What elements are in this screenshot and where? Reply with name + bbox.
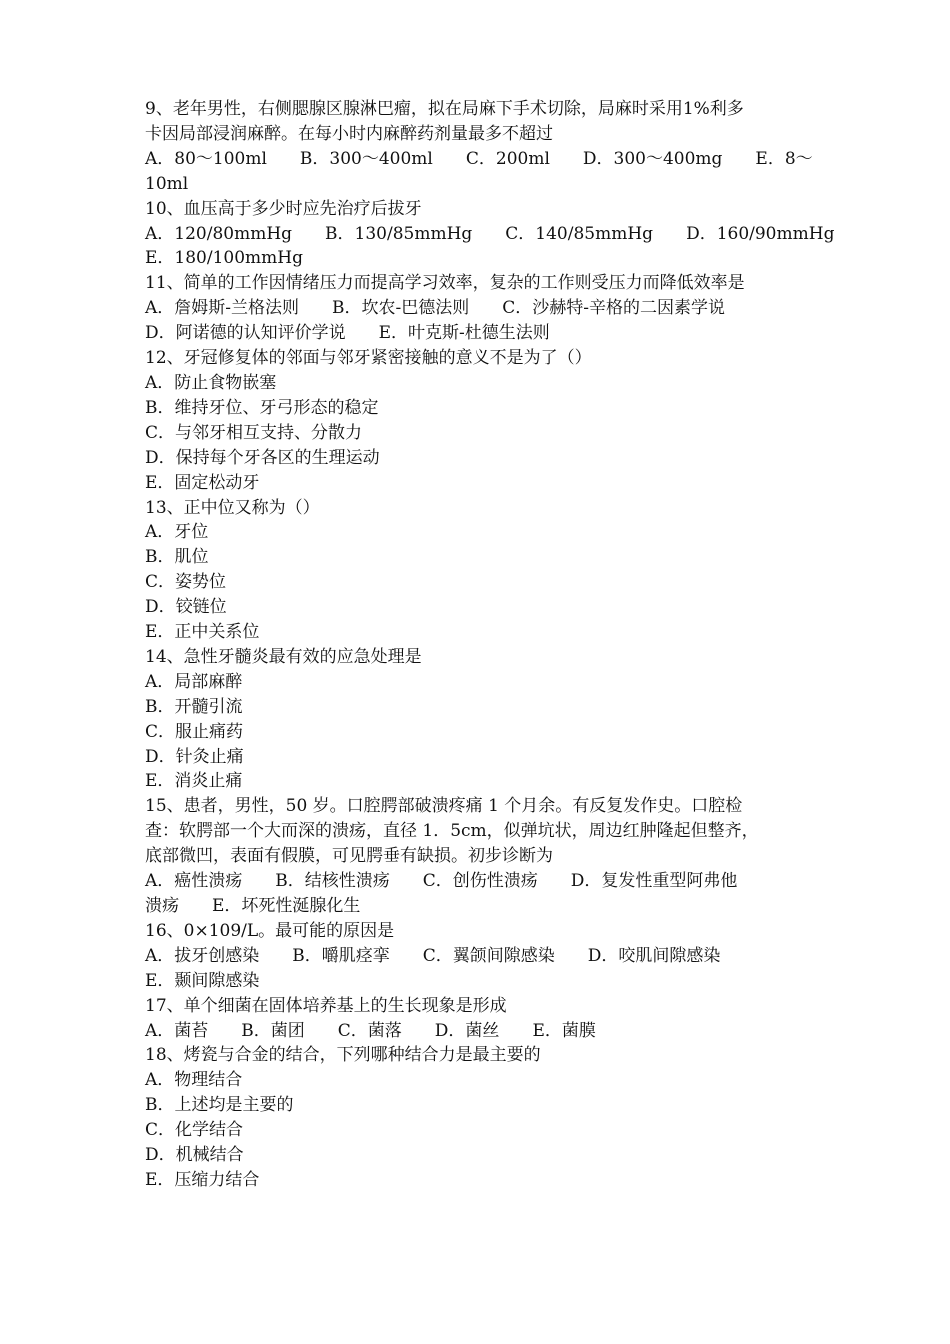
option-line (145, 570, 810, 595)
answer-option: B．130/85mmHg (325, 223, 473, 244)
question-stem-line: 15、患者，男性，50 岁。口腔腭部破溃疼痛 1 个月余。有反复发作史。口腔检 (145, 796, 743, 817)
option-line (145, 745, 810, 770)
answer-option: D．咬肌间隙感染 (587, 945, 721, 966)
answer-option: E．180/100mmHg (145, 248, 303, 269)
answer-option: C．服止痛药 (145, 721, 244, 742)
answer-option: D．160/90mmHg (686, 223, 835, 244)
option-line (145, 371, 810, 396)
question-block (145, 645, 810, 794)
answer-option: E．固定松动牙 (145, 472, 260, 493)
question-block (145, 496, 810, 645)
question-block (145, 794, 810, 919)
answer-option: D．阿诺德的认知评价学说 (145, 323, 346, 344)
answer-option: D．铰链位 (145, 597, 227, 618)
option-line (145, 246, 810, 271)
option-line (145, 1118, 810, 1143)
option-line (145, 969, 810, 994)
option-line (145, 695, 810, 720)
answer-option: E．压缩力结合 (145, 1169, 260, 1190)
answer-option: B．肌位 (145, 547, 209, 568)
option-line (145, 471, 810, 496)
answer-option: A．拔牙创感染 (145, 945, 260, 966)
answer-option: D．菌丝 (434, 1020, 500, 1041)
answer-option: D．复发性重型阿弗他 (570, 871, 738, 892)
question-stem-line: 10、血压高于多少时应先治疗后拔牙 (145, 198, 422, 219)
answer-option: A．局部麻醉 (145, 671, 243, 692)
option-line (145, 446, 810, 471)
option-line (145, 396, 810, 421)
answer-option: C．沙赫特-辛格的二因素学说 (502, 298, 726, 319)
answer-option: A．菌苔 (145, 1020, 209, 1041)
answer-option: E．叶克斯-杜德生法则 (378, 323, 550, 344)
question-stem-line: 16、0×109/L。最可能的原因是 (145, 920, 395, 941)
answer-option: C．140/85mmHg (505, 223, 654, 244)
document-page (145, 97, 835, 1193)
question-stem-line: 17、单个细菌在固体培养基上的生长现象是形成 (145, 995, 507, 1016)
question-stem-line: 底部微凹，表面有假膜，可见腭垂有缺损。初步诊断为 (145, 846, 553, 867)
answer-option: B．菌团 (241, 1020, 305, 1041)
question-stem-line: 9、老年男性，右侧腮腺区腺淋巴瘤，拟在局麻下手术切除，局麻时采用1%利多 (145, 99, 744, 119)
option-line (145, 545, 810, 570)
option-line (145, 520, 810, 545)
option-line (145, 222, 835, 247)
option-line (145, 1093, 810, 1118)
option-line (145, 620, 810, 645)
option-line (145, 720, 810, 745)
question-block (145, 919, 810, 994)
question-block (145, 346, 810, 495)
answer-option: C．姿势位 (145, 572, 227, 593)
option-line (145, 321, 810, 346)
answer-option: B．开髓引流 (145, 696, 243, 717)
answer-option: C．创伤性溃疡 (422, 871, 538, 892)
option-line (145, 296, 810, 321)
answer-option: C．翼颌间隙感染 (422, 945, 555, 966)
answer-option: B．结核性溃疡 (275, 871, 390, 892)
answer-option: A．牙位 (145, 522, 209, 543)
question-block (145, 271, 810, 346)
option-line (145, 172, 810, 197)
option-line (145, 1019, 810, 1044)
option-line (145, 421, 810, 446)
answer-option: E．颞间隙感染 (145, 970, 260, 991)
answer-option: C．化学结合 (145, 1120, 244, 1141)
answer-option: E．坏死性涎腺化生 (212, 896, 361, 916)
question-stem-line: 18、烤瓷与合金的结合，下列哪种结合力是最主要的 (145, 1045, 541, 1066)
answer-option: E．菌膜 (532, 1020, 596, 1041)
question-block (145, 994, 810, 1044)
question-stem-line: 12、牙冠修复体的邻面与邻牙紧密接触的意义不是为了（） (145, 348, 592, 369)
answer-option: E．8～ (755, 148, 813, 169)
option-line (145, 1068, 810, 1093)
answer-option: A．物理结合 (145, 1070, 243, 1091)
option-line (145, 944, 810, 969)
option-line (145, 147, 813, 172)
answer-option: B．上述均是主要的 (145, 1095, 294, 1116)
question-stem-line: 11、简单的工作因情绪压力而提高学习效率，复杂的工作则受压力而降低效率是 (145, 273, 745, 294)
option-line (145, 1143, 810, 1168)
answer-option: 溃疡 (145, 896, 179, 916)
answer-option: A．120/80mmHg (145, 223, 293, 244)
option-line (145, 670, 810, 695)
answer-option: A．防止食物嵌塞 (145, 372, 277, 393)
option-line (145, 894, 810, 919)
answer-option: E．消炎止痛 (145, 771, 243, 792)
answer-option: D．300～400mg (582, 148, 723, 169)
question-stem-line: 卡因局部浸润麻醉。在每小时内麻醉药剂量最多不超过 (145, 123, 553, 144)
answer-option: A．詹姆斯-兰格法则 (145, 298, 300, 319)
option-line (145, 1168, 810, 1193)
answer-option: A．癌性溃疡 (145, 871, 243, 892)
answer-option: B．坎农-巴德法则 (332, 298, 470, 319)
question-block (145, 1043, 810, 1192)
answer-option: B．300～400ml (299, 148, 433, 169)
question-block (145, 97, 813, 197)
question-stem-line: 查：软腭部一个大而深的溃疡，直径 1．5cm，似弹坑状，周边红肿隆起但整齐， (145, 821, 759, 842)
question-stem-line: 13、正中位又称为（） (145, 497, 320, 518)
question-stem-line: 14、急性牙髓炎最有效的应急处理是 (145, 646, 422, 667)
answer-option: D．针灸止痛 (145, 746, 244, 767)
answer-option: B．维持牙位、牙弓形态的稳定 (145, 397, 379, 418)
question-block (145, 197, 835, 272)
option-line (145, 595, 810, 620)
answer-option: B．嚼肌痉挛 (292, 945, 390, 966)
answer-option: C．菌落 (337, 1020, 402, 1041)
answer-option: 10ml (145, 173, 189, 194)
answer-option: A．80～100ml (145, 148, 267, 169)
answer-option: D．保持每个牙各区的生理运动 (145, 447, 380, 468)
answer-option: E．正中关系位 (145, 622, 260, 643)
answer-option: C．与邻牙相互支持、分散力 (145, 422, 363, 443)
option-line (145, 769, 810, 794)
option-line (145, 869, 810, 894)
answer-option: D．机械结合 (145, 1145, 244, 1166)
answer-option: C．200ml (465, 148, 550, 169)
